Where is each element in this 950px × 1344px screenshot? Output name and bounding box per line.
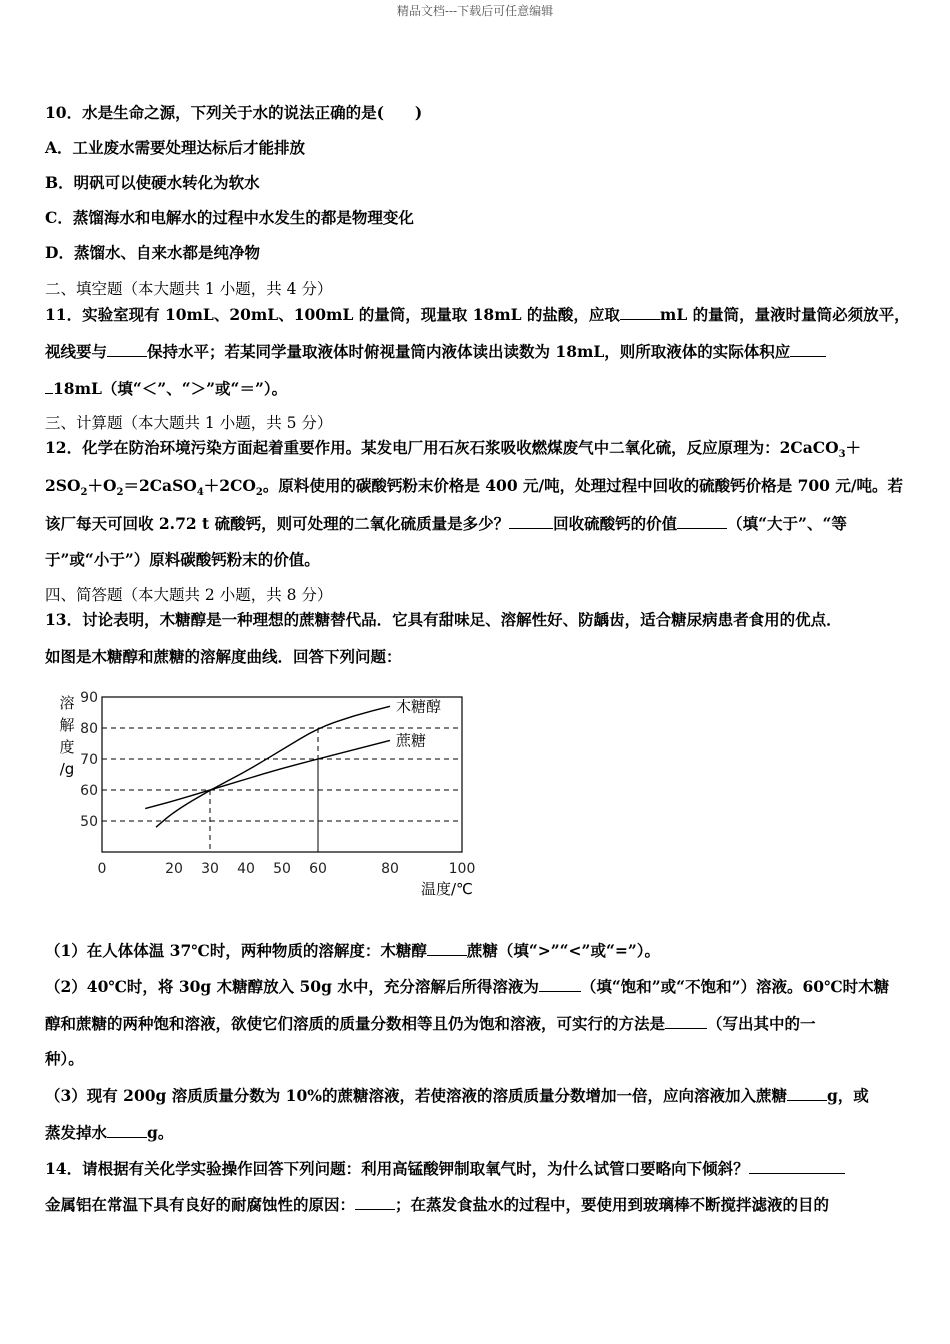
series-line-0	[156, 706, 390, 827]
q13-blank-5[interactable]	[107, 1122, 147, 1138]
x-tick-label: 20	[165, 861, 183, 877]
q13-blank-1[interactable]	[427, 940, 467, 956]
y-axis-label	[59, 694, 74, 778]
x-axis-label: 温度/℃	[421, 880, 473, 898]
q11-line1: 11．实验室现有 10mL、20mL、100mL 的量筒，现量取 18mL 的盐酸，应取 mL 的量筒，量液时量筒必须放平，	[45, 305, 910, 324]
y-axis-label-glyph: 度	[59, 738, 75, 756]
solubility-chart	[45, 686, 485, 900]
q11-blank-2[interactable]	[107, 341, 147, 357]
q14-line1: 14．请根据有关化学实验操作回答下列问题：利用高锰酸钾制取氧气时，为什么试管口要略向下倾斜？	[45, 1158, 845, 1179]
q12-line2: $2SO_2+O_2=2CaSO_4+2CO_2$。原料使用的碳酸钙粉末价格是 400 元/吨，处理过程中回收的硫酸钙价格是 700 元/吨。若	[45, 476, 903, 499]
q13-part3-line1: （3）现有 200g 溶质质量分数为 10%的蔗糖溶液，若使溶液的溶质质量分数增加一倍，应向溶液加入蔗糖 g，或	[45, 1086, 869, 1105]
q10-option-d: D．蒸馏水、自来水都是纯净物	[45, 243, 260, 262]
page-header: 精品文档---下载后可任意编辑	[396, 4, 554, 18]
q11-line3: 18mL（填“＜”、“＞”或“＝”）。	[45, 378, 287, 399]
q14-line2: 金属铝在常温下具有良好的耐腐蚀性的原因： ；在蒸发食盐水的过程中，要使用到玻璃棒不断搅拌滤液的目的	[45, 1195, 830, 1214]
q12-line3: 该厂每天可回收 2.72 t 硫酸钙，则可处理的二氧化硫质量是多少？ 回收硫酸钙的价值 （填“大于”、“等	[45, 514, 847, 533]
q13-line1: 13．讨论表明，木糖醇是一种理想的蔗糖替代品．它具有甜味足、溶解性好、防龋齿，适合糖尿病患者食用的优点．	[45, 610, 842, 629]
y-axis-label-glyph: 溶	[59, 694, 75, 712]
y-tick-label: 90	[80, 690, 98, 706]
x-tick-label: 30	[201, 861, 219, 877]
q10-option-a: A．工业废水需要处理达标后才能排放	[45, 138, 306, 157]
q12-blank-2[interactable]	[677, 513, 727, 529]
y-tick-label: 60	[80, 783, 98, 799]
q12-line1: 12．化学在防治环境污染方面起着重要作用。某发电厂用石灰石浆吸收燃煤废气中二氧化硫，反应原理为：2CaCO$_3$＋	[45, 438, 862, 461]
q13-part3-line2: 蒸发掉水 g。	[45, 1123, 174, 1142]
q14-blank-2[interactable]	[355, 1194, 395, 1210]
q10-stem: 10．水是生命之源，下列关于水的说法正确的是( )	[45, 103, 423, 122]
q12-line4: 于”或“小于”）原料碳酸钙粉末的价值。	[45, 550, 320, 569]
q11-blank-1[interactable]	[620, 304, 660, 320]
y-tick-label: 70	[80, 752, 98, 768]
section-2-heading: 二、填空题（本大题共 1 小题，共 4 分）	[45, 280, 333, 298]
section-3-heading: 三、计算题（本大题共 1 小题，共 5 分）	[45, 414, 333, 432]
x-tick-label: 80	[381, 861, 399, 877]
q11-blank-3[interactable]	[790, 341, 826, 357]
q13-line2: 如图是木糖醇和蔗糖的溶解度曲线．回答下列问题：	[45, 647, 402, 666]
x-tick-label: 50	[273, 861, 291, 877]
q14-blank-1[interactable]	[749, 1158, 845, 1174]
q13-blank-2[interactable]	[539, 976, 581, 992]
series-label-1: 蔗糖	[396, 731, 427, 750]
y-axis-label-glyph: 解	[59, 716, 75, 734]
y-tick-label: 80	[80, 721, 98, 737]
q13-blank-4[interactable]	[787, 1085, 827, 1101]
q13-part2-line3: 种）。	[45, 1049, 84, 1068]
x-tick-label: 100	[448, 861, 476, 877]
series-label-0: 木糖醇	[396, 697, 442, 716]
q12-blank-1[interactable]	[509, 513, 553, 529]
x-tick-label: 0	[97, 861, 107, 877]
y-tick-label: 50	[80, 814, 98, 830]
q10-option-b: B．明矾可以使硬水转化为软水	[45, 173, 260, 192]
y-axis-label-glyph: /g	[59, 760, 75, 778]
q10-option-c: C．蒸馏海水和电解水的过程中水发生的都是物理变化	[45, 208, 414, 227]
q13-part2-line1: （2）40℃时，将 30g 木糖醇放入 50g 水中，充分溶解后所得溶液为 （填“饱和”或“不饱和”）溶液。60℃时木糖	[45, 977, 890, 996]
section-4-heading: 四、简答题（本大题共 2 小题，共 8 分）	[45, 586, 333, 604]
series-line-1	[145, 740, 390, 808]
q13-part2-line2: 醇和蔗糖的两种饱和溶液，欲使它们溶质的质量分数相等且仍为饱和溶液，可实行的方法是 （写出其中的一	[45, 1014, 816, 1033]
q11-line2: 视线要与 保持水平；若某同学量取液体时俯视量筒内液体读出读数为 18mL，则所取液体的实际体积应	[45, 341, 826, 362]
x-tick-label: 60	[309, 861, 327, 877]
x-tick-label: 40	[237, 861, 255, 877]
q13-part1: （1）在人体体温 37℃时，两种物质的溶解度：木糖醇 蔗糖（填“>”“<”或“=”）。	[45, 941, 661, 960]
q13-blank-3[interactable]	[665, 1013, 707, 1029]
plot-frame	[102, 697, 462, 852]
